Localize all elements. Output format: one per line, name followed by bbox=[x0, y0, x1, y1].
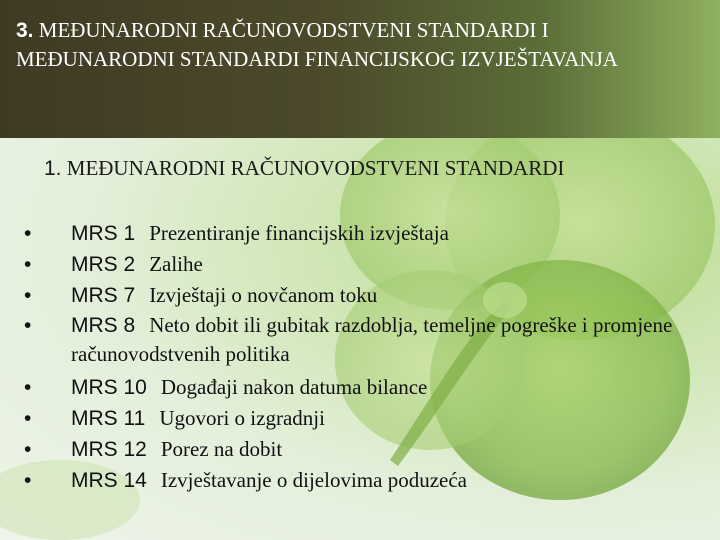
standard-description: Ugovori o izgradnji bbox=[159, 406, 325, 430]
section-number: 1. bbox=[44, 157, 62, 180]
list-item bbox=[24, 218, 704, 249]
bullet-icon: • bbox=[24, 407, 32, 430]
section-heading bbox=[44, 154, 564, 183]
bullet-icon: • bbox=[24, 222, 32, 245]
standard-code: MRS 11 bbox=[71, 407, 146, 430]
standard-code: MRS 1 bbox=[71, 222, 136, 245]
standard-code: MRS 7 bbox=[71, 284, 136, 307]
standard-code: MRS 8 bbox=[71, 314, 136, 337]
list-item bbox=[24, 311, 704, 372]
bullet-icon: • bbox=[24, 438, 32, 461]
standard-description: Porez na dobit bbox=[160, 437, 283, 461]
standard-description: Zalihe bbox=[149, 252, 203, 276]
standard-code: MRS 2 bbox=[71, 253, 136, 276]
list-item bbox=[24, 280, 704, 311]
list-item bbox=[24, 465, 704, 496]
standards-list bbox=[24, 218, 704, 496]
bullet-icon: • bbox=[24, 253, 32, 276]
list-item bbox=[24, 372, 704, 403]
standard-description: Neto dobit ili gubitak razdoblja, temeljne pogreške i promjene računovodstvenih politika bbox=[71, 313, 673, 366]
title-number: 3. bbox=[16, 19, 34, 42]
standard-code: MRS 14 bbox=[71, 469, 147, 492]
list-item bbox=[24, 249, 704, 280]
standard-description: Izvještaji o novčanom toku bbox=[149, 283, 378, 307]
title-text: MEĐUNARODNI RAČUNOVODSTVENI STANDARDI I MEĐUNARODNI STANDARDI FINANCIJSKOG IZVJEŠTAVANJA bbox=[16, 18, 618, 71]
bullet-icon: • bbox=[24, 469, 32, 492]
standard-code: MRS 10 bbox=[71, 376, 147, 399]
list-item bbox=[24, 403, 704, 434]
standard-description: Izvještavanje o dijelovima poduzeća bbox=[160, 468, 467, 492]
standard-description: Događaji nakon datuma bilance bbox=[160, 375, 428, 399]
standard-description: Prezentiranje financijskih izvještaja bbox=[149, 221, 449, 245]
bullet-icon: • bbox=[24, 284, 32, 307]
slide-title bbox=[16, 16, 706, 73]
list-item bbox=[24, 434, 704, 465]
section-text: MEĐUNARODNI RAČUNOVODSTVENI STANDARDI bbox=[66, 156, 565, 180]
bullet-icon: • bbox=[24, 376, 32, 399]
standard-code: MRS 12 bbox=[71, 438, 147, 461]
bullet-icon: • bbox=[24, 314, 32, 337]
